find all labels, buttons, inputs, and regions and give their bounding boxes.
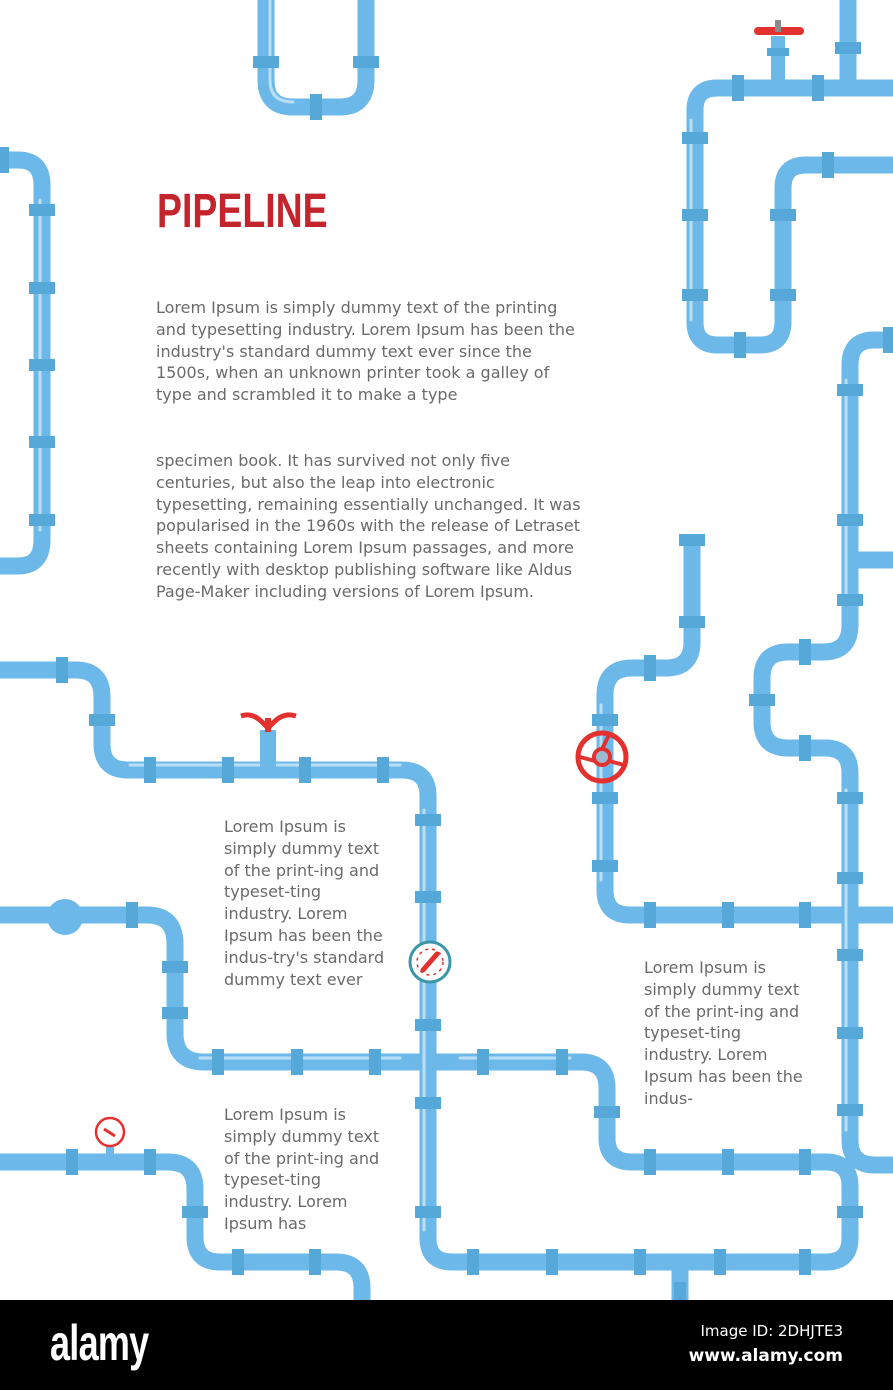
- page-title: PIPELINE: [157, 185, 328, 238]
- intro-paragraph-2: specimen book. It has survived not only five centuries, but also the leap into electronic typesetting, remaining essentially unchanged. It was popularised in the 1960s with the release of Letraset sheets containing Lorem Ipsum passages, and more recently with desktop publishing software like Aldus Page-Maker including versions of Lorem Ipsum.: [156, 451, 581, 601]
- pipe-flange: [29, 282, 55, 294]
- pressure-gauge-icon: [410, 942, 450, 982]
- pipe-flange: [799, 902, 811, 928]
- pipe-flange: [467, 1249, 479, 1275]
- pipe-flange: [722, 902, 734, 928]
- intro-paragraph-1: Lorem Ipsum is simply dummy text of the printing and typesetting industry. Lorem Ipsum has been the industry's standard dummy text ever since the 1500s, when an unknown printer took a galley of type and scrambled it to make a type: [156, 298, 575, 405]
- pipe-flange: [714, 1249, 726, 1275]
- pipe-flange: [126, 902, 138, 928]
- pipe-flange: [812, 75, 824, 101]
- pipe-flange: [89, 714, 115, 726]
- pipe-flange: [162, 1007, 188, 1019]
- pipe-flange: [253, 56, 279, 68]
- alamy-logo: alamy: [50, 1315, 149, 1371]
- pipe-flange: [556, 1049, 568, 1075]
- pipe-flange: [415, 1206, 441, 1218]
- pipe-flange: [799, 1249, 811, 1275]
- pipe-flange: [732, 75, 744, 101]
- pipe-flange: [212, 1049, 224, 1075]
- pipe-flange: [0, 147, 9, 173]
- pipe-flange: [310, 94, 322, 120]
- pipe-flange: [634, 1249, 646, 1275]
- pipe-flange: [883, 327, 893, 353]
- watermark-bar: [0, 1300, 893, 1390]
- pipe-flange: [309, 1249, 321, 1275]
- pipe-flange: [415, 1019, 441, 1031]
- pipe-flange: [837, 514, 863, 526]
- pipe-flange: [299, 757, 311, 783]
- pipe-ball-joint-icon: [47, 899, 83, 935]
- pipe-flange: [749, 694, 775, 706]
- pipe-flange: [674, 1282, 686, 1300]
- pipe-flange: [56, 657, 68, 683]
- pipe-flange: [837, 1206, 863, 1218]
- pipe-flange: [592, 792, 618, 804]
- pipe-flange: [799, 1149, 811, 1175]
- pipe-flange: [29, 359, 55, 371]
- pipe-flange: [29, 514, 55, 526]
- pipe-flange: [837, 594, 863, 606]
- pipe-flange: [837, 1104, 863, 1116]
- pipe-flange: [592, 860, 618, 872]
- pipe-flange: [734, 332, 746, 358]
- pipe-flange: [592, 714, 618, 726]
- pipe-flange: [369, 1049, 381, 1075]
- pipe-flange: [29, 436, 55, 448]
- pipe-flange: [770, 209, 796, 221]
- pipe-flange: [546, 1249, 558, 1275]
- pipe-flange: [144, 757, 156, 783]
- pipe-flange: [679, 534, 705, 546]
- pipe-flange: [835, 42, 861, 54]
- pipe-flange: [837, 384, 863, 396]
- pipe-flange: [594, 1106, 620, 1118]
- pipe-flange: [182, 1206, 208, 1218]
- pipe-flange: [222, 757, 234, 783]
- pipe-flange: [682, 209, 708, 221]
- pipe-flange: [415, 891, 441, 903]
- pipe-flange: [722, 1149, 734, 1175]
- pipe-flange: [415, 814, 441, 826]
- pipe-flange: [837, 792, 863, 804]
- pipe-flange: [837, 949, 863, 961]
- pipe-flange: [837, 1027, 863, 1039]
- pipe-flange: [66, 1149, 78, 1175]
- pipe-flange: [29, 204, 55, 216]
- valve-handle-icon: [754, 20, 804, 88]
- image-id: Image ID: 2DHJTE3: [700, 1322, 843, 1340]
- pipe-top-u: [266, 0, 366, 107]
- pipe-flange: [377, 757, 389, 783]
- pipe-flange: [770, 289, 796, 301]
- text-block-3: Lorem Ipsum is simply dummy text of the print-ing and typeset-ting industry. Lorem Ipsum has been the indus-: [644, 958, 803, 1108]
- pipe-flange: [644, 1149, 656, 1175]
- pipe-flange: [644, 655, 656, 681]
- pipe-flange: [477, 1049, 489, 1075]
- site-url: www.alamy.com: [688, 1346, 843, 1366]
- pipe-flange: [799, 639, 811, 665]
- pipe-flange: [837, 872, 863, 884]
- pipe-flange: [822, 152, 834, 178]
- pipe-flange: [415, 1097, 441, 1109]
- text-block-2: Lorem Ipsum is simply dummy text of the print-ing and typeset-ting industry. Lorem Ipsum has: [224, 1105, 380, 1233]
- pipe-flange: [291, 1049, 303, 1075]
- pipe-flange: [353, 56, 379, 68]
- text-block-1: Lorem Ipsum is simply dummy text of the print-ing and typeset-ting industry. Lorem Ipsum has been the indus-try's standard dummy text ever: [224, 817, 385, 989]
- pipe-flange: [144, 1149, 156, 1175]
- pipe-flange: [644, 902, 656, 928]
- pipe-flange: [679, 616, 705, 628]
- pipe-flange: [162, 961, 188, 973]
- pipe-flange: [682, 132, 708, 144]
- pipe-flange: [799, 735, 811, 761]
- pipe-flange: [682, 289, 708, 301]
- pipe-flange: [232, 1249, 244, 1275]
